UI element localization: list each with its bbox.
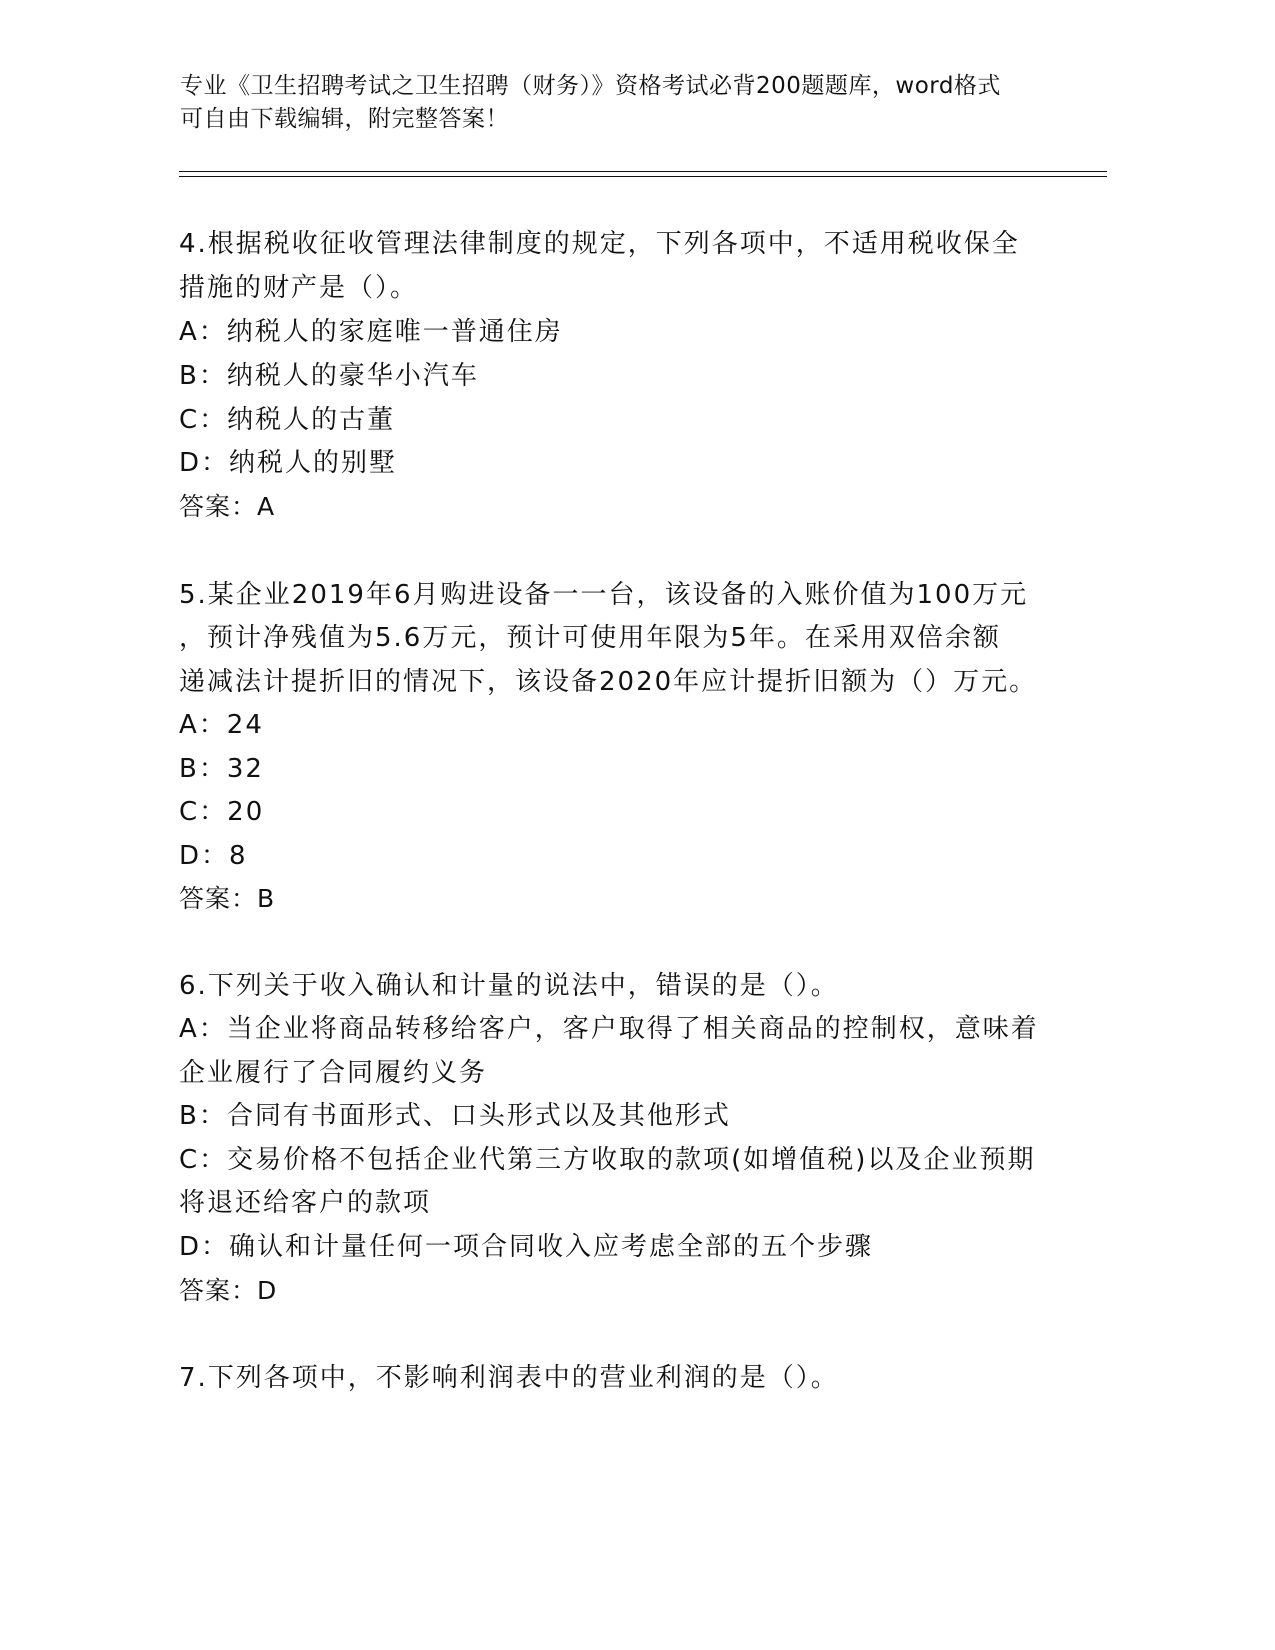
question-5-stem-line-3: 递减法计提折旧的情况下，该设备2020年应计提折旧额为（）万元。	[179, 667, 1038, 697]
question-4-stem-line-2: 措施的财产是（）。	[179, 273, 419, 303]
question-4-stem-line-1: 4.根据税收征收管理法律制度的规定，下列各项中，不适用税收保全	[179, 229, 1020, 259]
header-divider-bottom	[179, 176, 1107, 177]
header-line-2: 可自由下载编辑，附完整答案！	[180, 106, 509, 132]
question-4-option-a: A：纳税人的家庭唯一普通住房	[179, 317, 563, 347]
question-4-option-c: C：纳税人的古董	[179, 405, 396, 435]
question-6-option-a-line-1: A：当企业将商品转移给客户，客户取得了相关商品的控制权，意味着	[179, 1014, 1039, 1044]
question-5-stem-line-2: ，预计净残值为5.6万元，预计可使用年限为5年。在采用双倍余额	[179, 623, 1001, 653]
question-5-option-b: B：32	[179, 754, 264, 784]
question-4-option-d: D：纳税人的别墅	[179, 448, 398, 478]
question-6-stem-line-1: 6.下列关于收入确认和计量的说法中，错误的是（）。	[179, 971, 839, 1001]
question-5-option-a: A：24	[179, 710, 264, 740]
question-5-answer: 答案：B	[179, 884, 276, 913]
question-5-stem-line-1: 5.某企业2019年6月购进设备一一台，该设备的入账价值为100万元	[179, 580, 1029, 610]
header-divider-top	[179, 171, 1107, 172]
question-6-option-b: B：合同有书面形式、口头形式以及其他形式	[179, 1101, 731, 1131]
question-5-option-c: C：20	[179, 797, 265, 827]
question-6-answer: 答案：D	[179, 1276, 278, 1305]
question-4-answer: 答案：A	[179, 492, 276, 521]
question-6-option-c-line-1: C：交易价格不包括企业代第三方收取的款项(如增值税)以及企业预期	[179, 1145, 1036, 1175]
question-6-option-d: D：确认和计量任何一项合同收入应考虑全部的五个步骤	[179, 1232, 874, 1262]
document-header	[180, 70, 1040, 136]
question-4-option-b: B：纳税人的豪华小汽车	[179, 361, 479, 391]
header-line-1: 专业《卫生招聘考试之卫生招聘（财务）》资格考试必背200题题库，word格式	[180, 73, 1001, 99]
question-6-option-c-line-2: 将退还给客户的款项	[179, 1188, 432, 1218]
question-6-option-a-line-2: 企业履行了合同履约义务	[179, 1058, 488, 1088]
question-7-stem-line-1: 7.下列各项中，不影响利润表中的营业利润的是（）。	[179, 1363, 839, 1393]
question-5-option-d: D：8	[179, 841, 248, 871]
